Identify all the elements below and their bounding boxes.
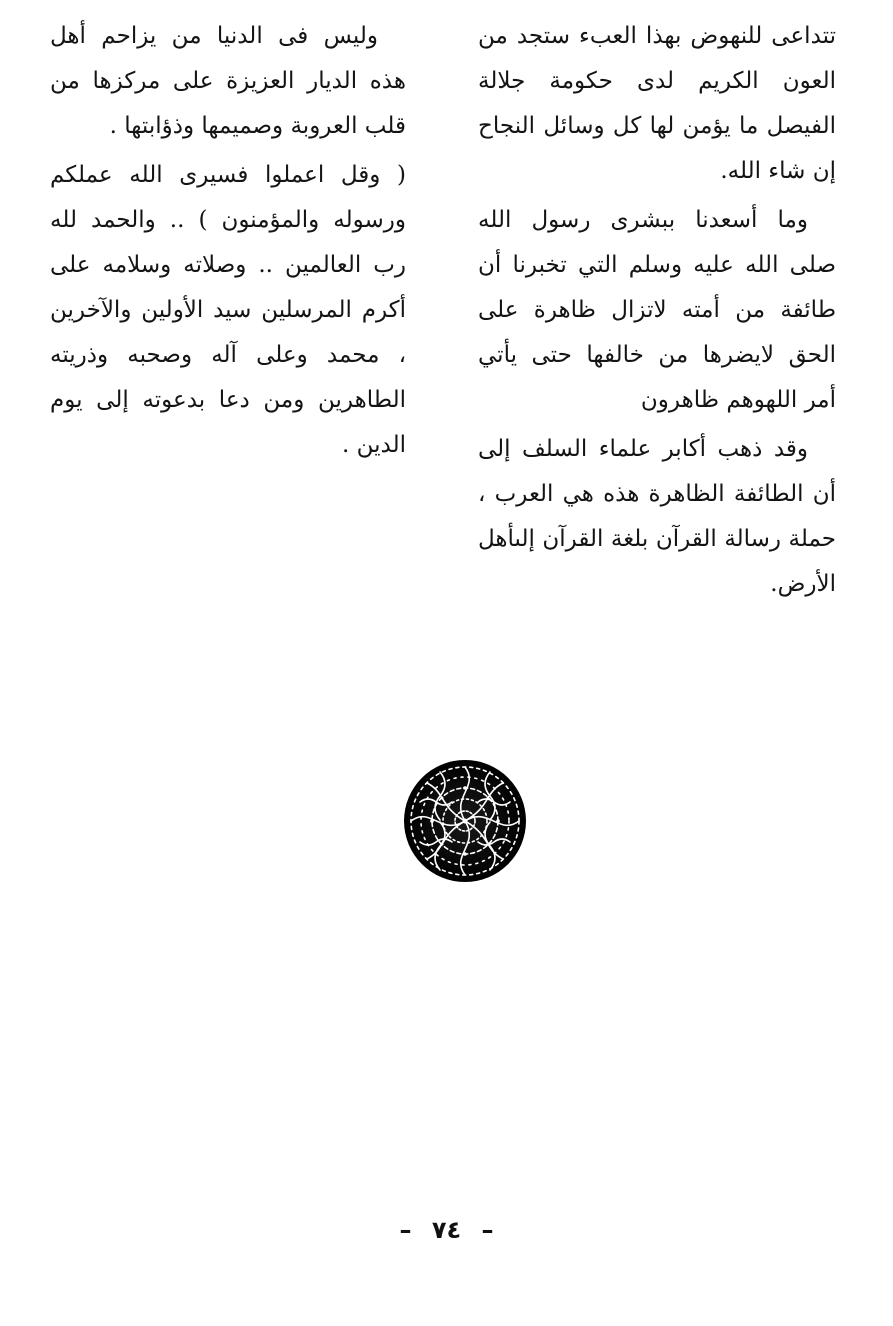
paragraph: وما أسعدنا ببشرى رسول الله صلى الله عليه وسلم التي تخبرنا أن طائفة من أمته لاتزال ظاهرة على الحق لايضرها من خالفها حتى يأتي أمر اللهوهم ظاهرون (478, 207, 836, 413)
left-text-column (50, 14, 406, 472)
dash-right: – (481, 1216, 494, 1244)
decorative-ornament-icon (400, 757, 530, 885)
page-number-value: ٧٤ (431, 1216, 462, 1244)
right-text-column (478, 14, 836, 611)
page-number (0, 1210, 893, 1250)
paragraph: تتداعى للنهوض بهذا العبء ستجد من العون الكريم لدى حكومة جلالة الفيصل ما يؤمن لها كل وسائل النجاح إن شاء الله. (478, 23, 836, 184)
paragraph: وليس فى الدنيا من يزاحم أهل هذه الديار العزيزة على مركزها من قلب العروبة وصميمها وذؤابتها . (50, 23, 406, 139)
paragraph: ( وقل اعملوا فسيرى الله عملكم ورسوله والمؤمنون ) .. والحمد لله رب العالمين .. وصلاته وسلامه على أكرم المرسلين سيد الأولين والآخرين ، محمد وعلى آله وصحبه وذريته الطاهرين ومن دعا بدعوته إلى يوم الدين . (50, 162, 406, 458)
paragraph: وقد ذهب أكابر علماء السلف إلى أن الطائفة الظاهرة هذه هي العرب ، حملة رسالة القرآن بلغة القرآن إلىأهل الأرض. (478, 436, 836, 597)
dash-left: – (399, 1216, 412, 1244)
